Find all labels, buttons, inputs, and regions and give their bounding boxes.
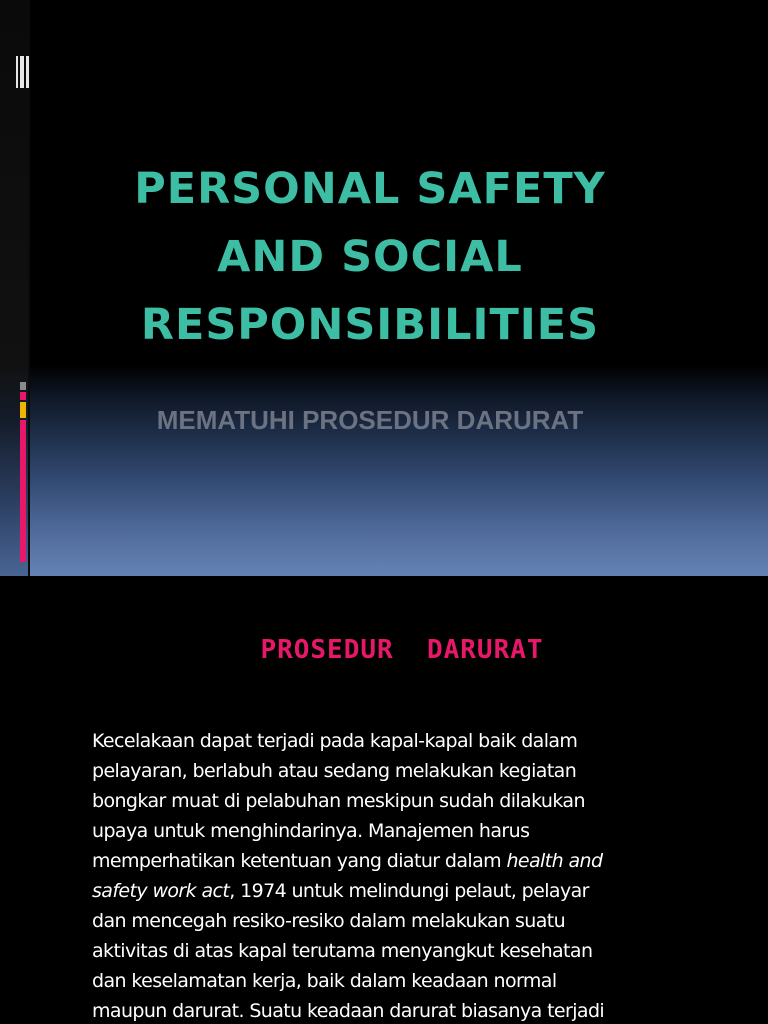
body-line: maupun darurat. Suatu keadaan darurat biasanya terjadi [92, 1000, 605, 1022]
content-slide [0, 576, 768, 1024]
body-line: safety work act, 1974 untuk melindungi pelaut, pelayar [92, 880, 589, 902]
corner-marks-icon [14, 56, 32, 88]
slide-heading: PROSEDUR DARURAT [260, 635, 544, 665]
accent-color-bars [20, 382, 28, 564]
accent-bar-pink-small [20, 392, 26, 400]
slide-title [60, 155, 680, 359]
body-line: dan mencegah resiko-resiko dalam melakukan suatu [92, 910, 566, 932]
accent-bar-gold [20, 402, 26, 418]
italic-term: health and [506, 850, 603, 872]
body-line: pelayaran, berlabuh atau sedang melakukan kegiatan [92, 760, 577, 782]
title-line: RESPONSIBILITIES [140, 300, 600, 350]
body-line: memperhatikan ketentuan yang diatur dalam health and [92, 850, 603, 872]
body-line: upaya untuk menghindarinya. Manajemen harus [92, 820, 530, 842]
body-line: bongkar muat di pelabuhan meskipun sudah dilakukan [92, 790, 585, 812]
accent-bar-pink-long [20, 420, 26, 562]
body-line: Kecelakaan dapat terjadi pada kapal-kapal baik dalam [92, 730, 578, 752]
body-line: dan keselamatan kerja, baik dalam keadaan normal [92, 970, 557, 992]
title-line: AND SOCIAL [217, 232, 523, 282]
italic-term: safety work act [92, 880, 230, 902]
title-line: PERSONAL SAFETY [134, 164, 606, 214]
body-paragraph [92, 726, 732, 1024]
body-line: aktivitas di atas kapal terutama menyangkut kesehatan [92, 940, 593, 962]
slide-subtitle: MEMATUHI PROSEDUR DARURAT [156, 405, 584, 435]
accent-bar-gray [20, 382, 26, 390]
